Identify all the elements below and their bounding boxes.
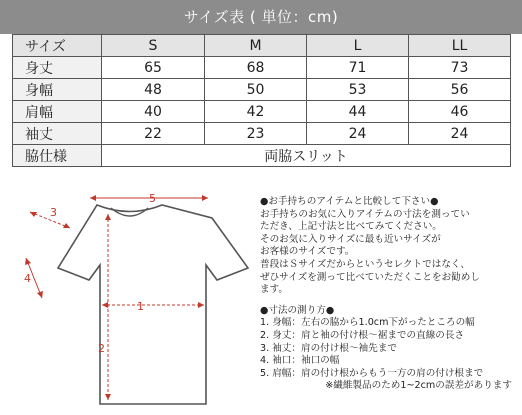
table-cell: 65 — [102, 57, 205, 79]
intro-line: そのお気に入りサイズに最も近いサイズが — [260, 233, 441, 245]
size-header-s: S — [102, 35, 205, 57]
table-cell: 22 — [102, 123, 205, 145]
table-cell: 56 — [409, 79, 511, 101]
page-title: サイズ表 ( 単位：cm) — [0, 0, 522, 34]
method-line: 5. 肩幅：肩の付け根からもう一方の肩の付け根まで — [260, 367, 484, 379]
table-cell: 53 — [307, 79, 409, 101]
mark-4: 4 — [24, 272, 31, 285]
table-row-spec — [13, 145, 511, 167]
row-label: 身丈 — [13, 57, 102, 79]
intro-line: お客様のサイズです。 — [260, 246, 355, 258]
intro-line: ぜひサイズを測って比べていただくことをお勧めし — [260, 271, 480, 283]
table-row — [13, 57, 511, 79]
method-line: 1. 身幅：左右の脇から1.0cm下がったところの幅 — [260, 317, 475, 329]
table-row — [13, 101, 511, 123]
arrow-head — [202, 195, 208, 201]
table-cell: 42 — [205, 101, 307, 123]
table-cell: 44 — [307, 101, 409, 123]
header-label-cell: サイズ — [13, 35, 102, 57]
arrow-head — [102, 302, 108, 308]
arrow-head — [25, 258, 31, 265]
footnote: ※繊維製品のため1~2cmの誤差があります — [325, 380, 512, 392]
mark-3: 3 — [50, 206, 57, 219]
row-label: 袖丈 — [13, 123, 102, 145]
mark-5: 5 — [149, 192, 156, 205]
table-row — [13, 79, 511, 101]
intro-line: 普段はＳサイズだからというセレクトではなく、 — [260, 258, 470, 270]
table-row — [13, 123, 511, 145]
size-header-ll: LL — [409, 35, 511, 57]
table-cell: 23 — [205, 123, 307, 145]
size-header-m: M — [205, 35, 307, 57]
arrow-head — [105, 394, 111, 400]
table-cell: 46 — [409, 101, 511, 123]
table-cell: 40 — [102, 101, 205, 123]
spec-label: 脇仕様 — [13, 145, 102, 167]
spec-value: 両脇スリット — [102, 145, 511, 167]
method-line: 3. 袖丈：肩の付け根～袖先まで — [260, 342, 397, 354]
mark-2: 2 — [98, 342, 105, 355]
intro-title: ●お手持ちのアイテムと比較して下さい● — [260, 196, 439, 207]
table-cell: 68 — [205, 57, 307, 79]
table-cell: 24 — [307, 123, 409, 145]
table-cell: 73 — [409, 57, 511, 79]
mark-1: 1 — [137, 300, 144, 313]
method-line: 4. 袖口：袖口の幅 — [260, 355, 340, 367]
table-cell: 50 — [205, 79, 307, 101]
table-cell: 24 — [409, 123, 511, 145]
size-table — [12, 34, 511, 167]
tshirt-diagram — [12, 190, 262, 415]
intro-line: ます。 — [260, 284, 289, 296]
size-header-l: L — [307, 35, 409, 57]
notes-text — [260, 196, 512, 393]
method-line: 2. 身丈：肩と袖の付け根～裾までの直線の長さ — [260, 329, 465, 341]
arrow-head — [90, 195, 96, 201]
intro-line: お手持ちのお気に入りアイテムの寸法を測ってい — [260, 208, 470, 220]
table-cell: 71 — [307, 57, 409, 79]
spacer — [260, 297, 512, 305]
method-title: ●寸法の測り方● — [260, 304, 335, 316]
intro-line: ただき、上記寸法と比べてみてください。 — [260, 221, 442, 233]
arrow-head — [198, 302, 204, 308]
table-header-row — [13, 35, 511, 57]
row-label: 肩幅 — [13, 101, 102, 123]
arrow-head — [105, 214, 111, 220]
table-cell: 48 — [102, 79, 205, 101]
arrow-head — [37, 291, 43, 298]
measurement-guide — [12, 190, 510, 415]
row-label: 身幅 — [13, 79, 102, 101]
